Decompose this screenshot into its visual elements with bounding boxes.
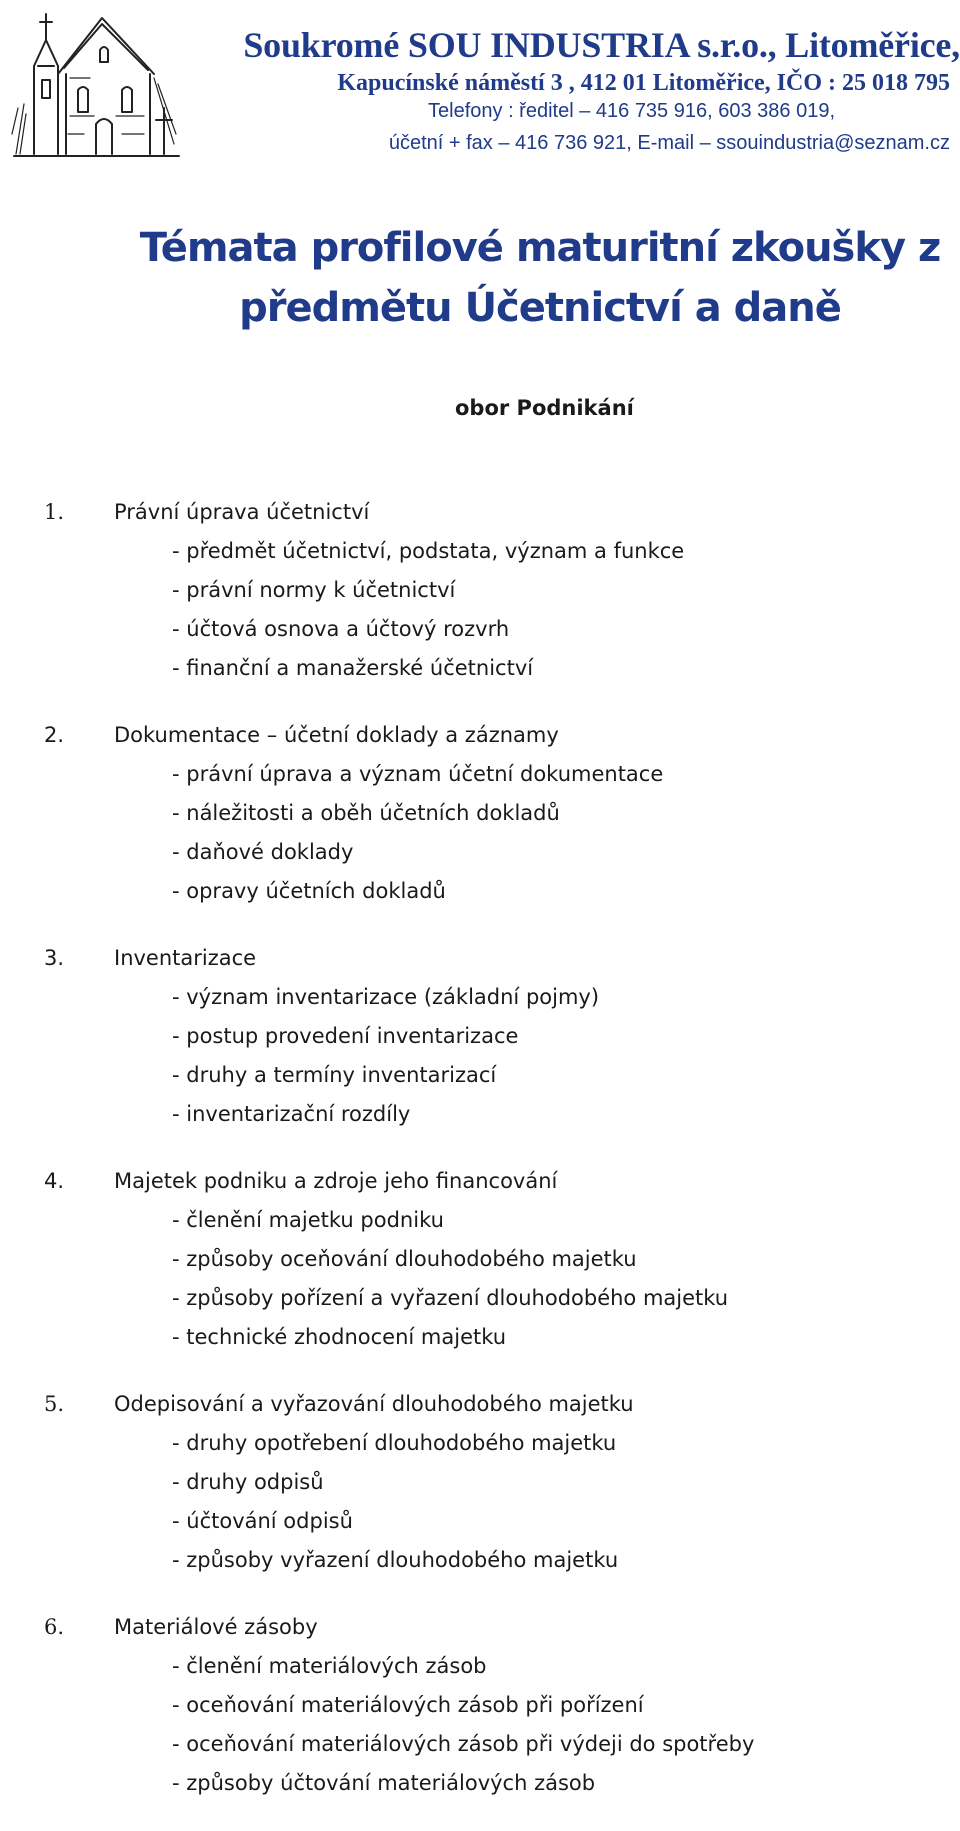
topic-title: Materiálové zásoby: [114, 1615, 318, 1639]
topic-subitem: - právní úprava a význam účetní dokumentace: [172, 762, 664, 786]
topic-5: [0, 1385, 960, 1580]
topic-subitem: - druhy a termíny inventarizací: [172, 1063, 497, 1087]
topic-subitem: - opravy účetních dokladů: [172, 879, 446, 903]
topic-subitem: - inventarizační rozdíly: [172, 1102, 411, 1126]
topic-2: [0, 716, 960, 911]
school-phones: Telefony : ředitel – 416 735 916, 603 386 019,: [428, 100, 835, 122]
topic-title: Majetek podniku a zdroje jeho financování: [114, 1169, 558, 1193]
topic-subitem: - technické zhodnocení majetku: [172, 1325, 507, 1349]
topic-number: 4.: [44, 1169, 65, 1193]
topic-subitem: - význam inventarizace (základní pojmy): [172, 985, 600, 1009]
topic-1: [0, 493, 960, 688]
document-title: [110, 218, 960, 338]
topic-subitem: - členění materiálových zásob: [172, 1654, 487, 1678]
topic-number: 5.: [44, 1392, 65, 1416]
topic-subitem: - druhy opotřebení dlouhodobého majetku: [172, 1431, 617, 1455]
topic-title: Dokumentace – účetní doklady a záznamy: [114, 723, 559, 747]
topic-number: 2.: [44, 723, 65, 747]
topic-subitem: - předmět účetnictví, podstata, význam a funkce: [172, 539, 685, 563]
topic-6: [0, 1608, 960, 1803]
topic-heading: [0, 716, 960, 755]
field-of-study: obor Podnikání: [455, 396, 634, 420]
topic-number: 3.: [44, 946, 65, 970]
topic-subitem: - členění majetku podniku: [172, 1208, 444, 1232]
topic-subitem: - účtová osnova a účtový rozvrh: [172, 617, 510, 641]
topic-subitem: - postup provedení inventarizace: [172, 1024, 519, 1048]
topic-number: 6.: [44, 1615, 65, 1639]
topic-title: Právní úprava účetnictví: [114, 500, 370, 524]
document-title-line-1: Témata profilové maturitní zkoušky z: [139, 225, 941, 271]
topic-title: Odepisování a vyřazování dlouhodobého majetku: [114, 1392, 634, 1416]
topic-list: [0, 493, 960, 1831]
topic-subitem: - způsoby vyřazení dlouhodobého majetku: [172, 1548, 619, 1572]
topic-heading: [0, 493, 960, 532]
topic-subitem: - způsoby účtování materiálových zásob: [172, 1771, 596, 1795]
topic-subitem: - finanční a manažerské účetnictví: [172, 656, 534, 680]
topic-subitem: - daňové doklady: [172, 840, 354, 864]
topic-subitem: - právní normy k účetnictví: [172, 578, 456, 602]
topic-subitem: - způsoby pořízení a vyřazení dlouhodobého majetku: [172, 1286, 729, 1310]
topic-heading: [0, 939, 960, 978]
topic-heading: [0, 1608, 960, 1647]
topic-number: 1.: [44, 500, 65, 524]
topic-subitem: - náležitosti a oběh účetních dokladů: [172, 801, 560, 825]
church-logo: [4, 4, 184, 180]
topic-title: Inventarizace: [114, 946, 257, 970]
topic-subitem: - druhy odpisů: [172, 1470, 324, 1494]
topic-heading: [0, 1385, 960, 1424]
document-title-line-2: předmětu Účetnictví a daně: [239, 285, 841, 331]
topic-subitem: - oceňování materiálových zásob při pořízení: [172, 1693, 644, 1717]
school-contacts: účetní + fax – 416 736 921, E-mail – ssouindustria@seznam.cz: [388, 132, 950, 154]
topic-subitem: - oceňování materiálových zásob při výdeji do spotřeby: [172, 1732, 755, 1756]
topic-subitem: - způsoby oceňování dlouhodobého majetku: [172, 1247, 637, 1271]
topic-3: [0, 939, 960, 1134]
topic-subitem: - účtování odpisů: [172, 1509, 353, 1533]
topic-4: [0, 1162, 960, 1357]
school-name: Soukromé SOU INDUSTRIA s.r.o., Litoměřice,: [243, 25, 960, 65]
topic-heading: [0, 1162, 960, 1201]
school-address: Kapucínské náměstí 3 , 412 01 Litoměřice, IČO : 25 018 795: [337, 70, 950, 96]
